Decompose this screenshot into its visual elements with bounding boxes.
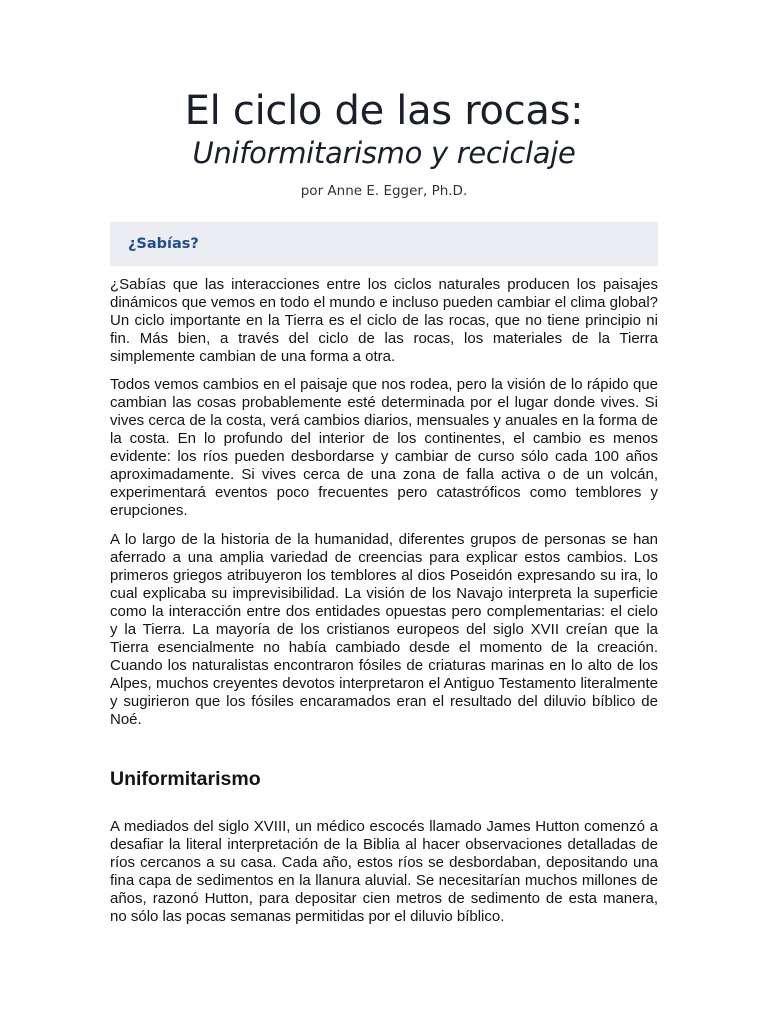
author-byline: por Anne E. Egger, Ph.D.: [300, 183, 468, 199]
intro-paragraph: ¿Sabías que las interacciones entre los ciclos naturales producen los paisajes dinámicos que vemos en todo el mundo e incluso pueden cambiar el clima global? Un ciclo importante en la Tierra es el ciclo de las rocas, que no tiene principio ni fin. Más bien, a través del ciclo de las rocas, los materiales de la Tierra simplemente cambian de una forma a otra.: [110, 276, 658, 365]
beliefs-history-paragraph: A lo largo de la historia de la humanidad, diferentes grupos de personas se han aferrado a una amplia variedad de creencias para explicar estos cambios. Los primeros griegos atribuyeron los temblores al dios Poseidón expresando su ira, lo cual explicaba su imprevisibilidad. La visión de los Navajo interpreta la superficie como la interacción entre dos entidades opuestas pero complementarias: el cielo y la Tierra. La mayoría de los cristianos europeos del siglo XVII creían que la Tierra esencialmente no había cambiado desde el momento de la creación. Cuando los naturalistas encontraron fósiles de criaturas marinas en lo alto de los Alpes, muchos creyentes devotos interpretaron el Antiguo Testamento literalmente y sugirieron que los fósiles encaramados eran el resultado del diluvio bíblico de Noé.: [110, 531, 658, 728]
did-you-know-callout: [110, 222, 658, 266]
section-heading-uniformitarismo: Uniformitarismo: [110, 768, 261, 790]
hutton-paragraph: A mediados del siglo XVIII, un médico escocés llamado James Hutton comenzó a desafiar la literal interpretación de la Biblia al hacer observaciones detalladas de ríos cercanos a su casa. Cada año, estos ríos se desbordaban, depositando una fina capa de sedimentos en la llanura aluvial. Se necesitarían muchos millones de años, razonó Hutton, para depositar cien metros de sedimento de esta manera, no sólo las pocas semanas permitidas por el diluvio bíblico.: [110, 818, 658, 925]
landscape-change-paragraph: Todos vemos cambios en el paisaje que nos rodea, pero la visión de lo rápido que cambian las cosas probablemente esté determinada por el lugar donde vives. Si vives cerca de la costa, verá cambios diarios, mensuales y anuales en la forma de la costa. En lo profundo del interior de los continentes, el cambio es menos evidente: los ríos pueden desbordarse y cambiar de curso sólo cada 100 años aproximadamente. Si vives cerca de una zona de falla activa o de un volcán, experimentará eventos poco frecuentes pero catastróficos como temblores y erupciones.: [110, 376, 658, 519]
document-title: El ciclo de las rocas:: [184, 88, 584, 134]
document-subtitle: Uniformitarismo y reciclaje: [192, 136, 576, 170]
callout-title: ¿Sabías?: [128, 236, 199, 252]
